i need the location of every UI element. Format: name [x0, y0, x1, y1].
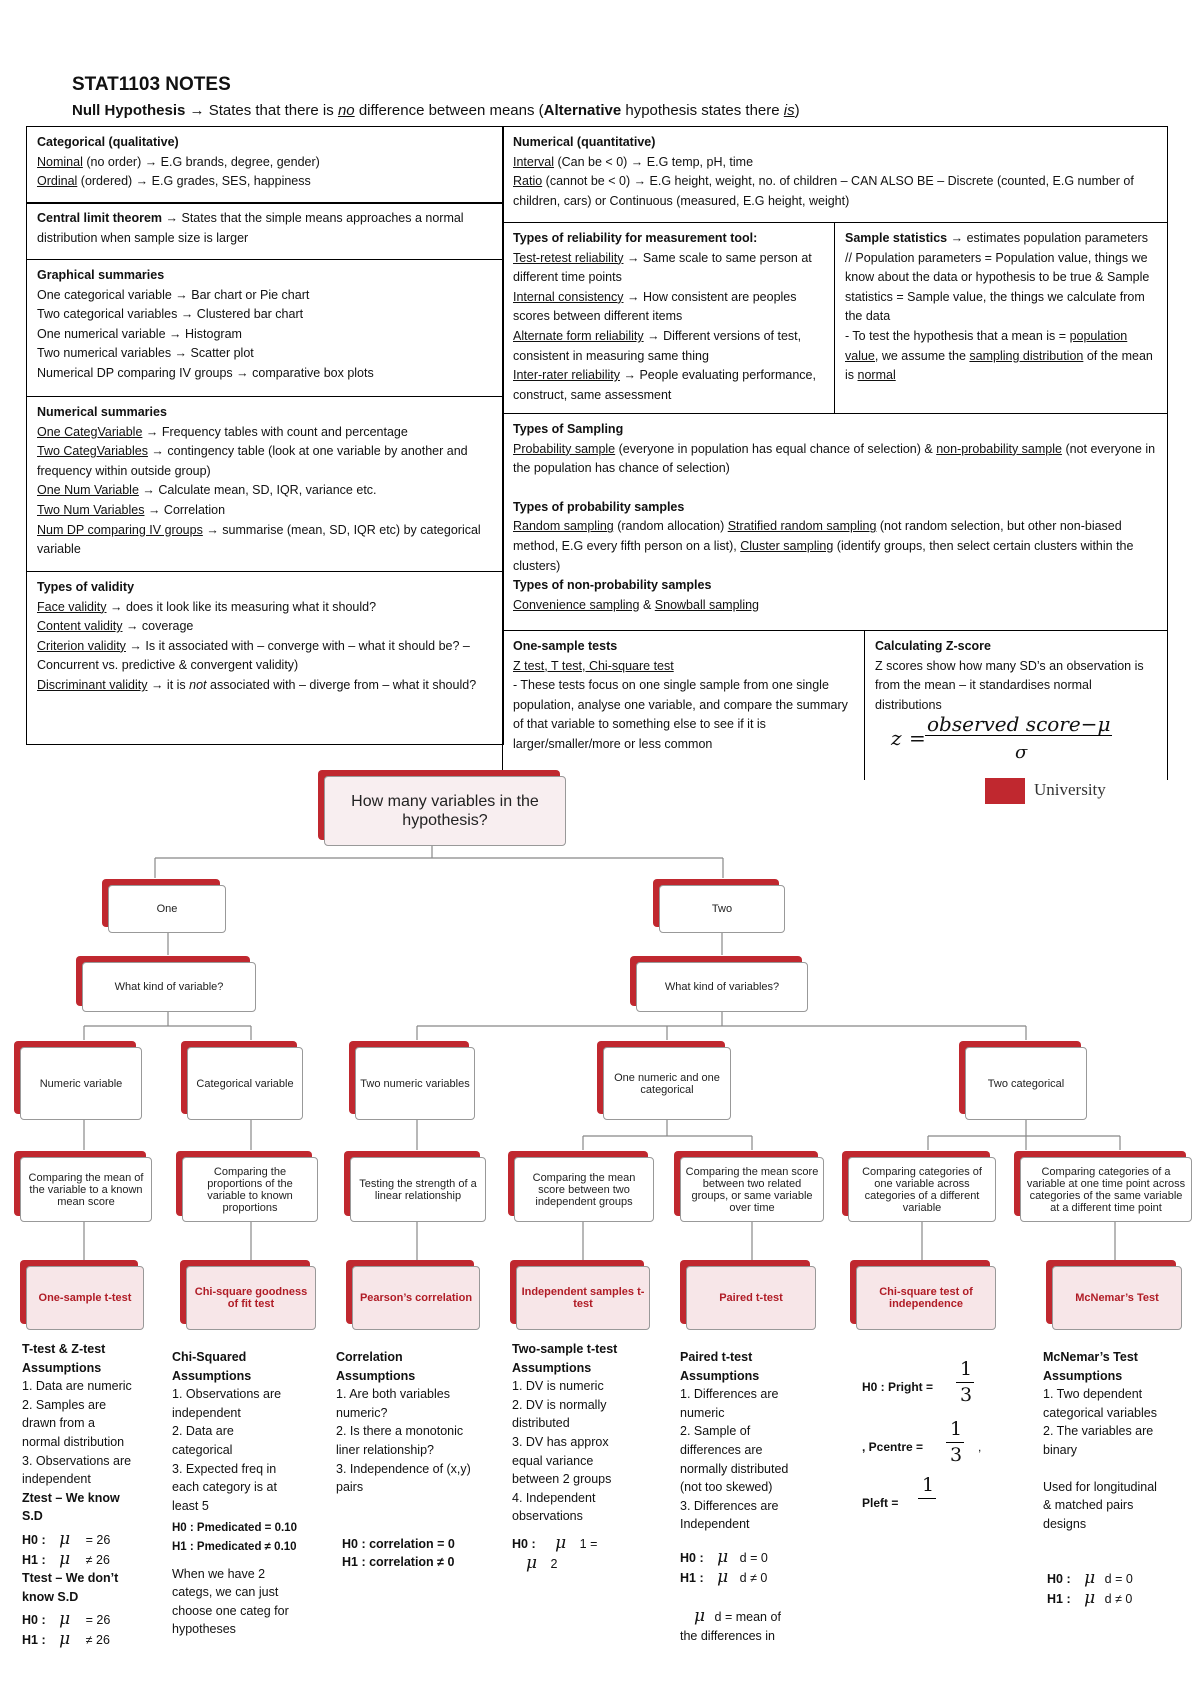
- numsum-term: One CategVariable: [37, 424, 143, 439]
- numsum-title: Numerical summaries: [37, 405, 167, 419]
- col-line: categorical: [172, 1442, 233, 1457]
- h1-value: ≠ 26: [85, 1552, 110, 1567]
- col-line: numeric: [680, 1405, 725, 1420]
- flow-desc-correlation: Testing the strength of a linear relationship: [350, 1157, 486, 1222]
- prob-samples-title: Types of probability samples: [513, 499, 685, 514]
- col-line: each category is at: [172, 1480, 277, 1495]
- interval-desc: (Can be < 0) → E.G temp, pH, time: [557, 154, 754, 169]
- col-line: 2. The variables are: [1043, 1424, 1154, 1439]
- col-line: independent: [22, 1472, 91, 1487]
- reliability-desc: → How consistent are peoples scores between different items: [513, 289, 797, 324]
- mu-symbol: μ: [59, 1609, 71, 1630]
- h0-label: H0 :: [1047, 1572, 1071, 1587]
- flow-desc-one-sample: Comparing the mean of the variable to a known mean score: [20, 1157, 152, 1222]
- col-line: Chi-Squared: [172, 1350, 247, 1364]
- col-line: 1. Data are numeric: [22, 1379, 132, 1394]
- mu-symbol: μ: [526, 1552, 538, 1573]
- col-line: categorical variables: [1043, 1405, 1157, 1420]
- mu-symbol: μ: [555, 1532, 567, 1553]
- col-line: designs: [1043, 1516, 1087, 1531]
- flow-test-mcnemar: McNemar’s Test: [1052, 1266, 1182, 1330]
- col-line: independent: [172, 1405, 241, 1420]
- validity-term: Content validity: [37, 619, 123, 634]
- mu-symbol: μ: [1084, 1587, 1096, 1608]
- sampling-term: Stratified random sampling: [727, 519, 877, 534]
- flow-test-paired: Paired t-test: [686, 1266, 816, 1330]
- nominal-desc: (no order) → E.G brands, degree, gender): [86, 154, 320, 169]
- sampling-term: Cluster sampling: [740, 538, 834, 553]
- col-line: Assumptions: [680, 1368, 760, 1383]
- mu-symbol: μ: [694, 1606, 706, 1627]
- nominal-term: Nominal: [37, 154, 83, 169]
- col-line: drawn from a: [22, 1416, 95, 1431]
- flow-numeric-categorical: One numeric and one categorical: [603, 1047, 731, 1120]
- validity-desc: → Is it associated with – converge with – what it should be? – Concurrent vs. predictive & convergent validity): [37, 638, 470, 673]
- clt-title: Central limit theorem: [37, 211, 163, 225]
- numsum-desc: → Correlation: [147, 502, 226, 517]
- one-sample-tests: Z test, T test, Chi-square test: [513, 658, 674, 673]
- sample-stats-u: normal: [857, 368, 896, 383]
- flow-question: How many variables in the hypothesis?: [324, 776, 566, 846]
- h1-label: H1 :: [1047, 1591, 1071, 1606]
- col-line: Assumptions: [336, 1368, 416, 1383]
- col-line: Used for longitudinal: [1043, 1479, 1157, 1494]
- numsum-term: Two Num Variables: [37, 502, 145, 517]
- col-line: 3. Observations are: [22, 1453, 132, 1468]
- h1-line: H1 : Pmedicated ≠ 0.10: [172, 1540, 297, 1553]
- sample-stats-title: Sample statistics: [845, 231, 948, 245]
- col-line: Assumptions: [512, 1360, 592, 1375]
- numsum-term: Num DP comparing IV groups: [37, 522, 203, 537]
- col-line: T-test & Z-test: [22, 1342, 106, 1356]
- numsum-term: One Num Variable: [37, 483, 139, 498]
- categorical-title: Categorical (qualitative): [37, 135, 179, 149]
- h1-label: H1 :: [22, 1632, 46, 1647]
- col-line: Independent: [680, 1517, 750, 1532]
- flow-numeric-variable: Numeric variable: [20, 1047, 142, 1120]
- sampling-term: Random sampling: [513, 519, 614, 534]
- sampling-desc: (identify groups, then select certain clusters within the clusters): [513, 538, 1134, 573]
- ratio-desc: (cannot be < 0) → E.G height, weight, no. of children – CAN ALSO BE – Discrete (counted, E.G number of children, cars) or Continuous (measured, E.G height, weight): [513, 174, 1134, 208]
- col-line: 2. Samples are: [22, 1397, 107, 1412]
- col-line: 2. Is there a monotonic: [336, 1424, 464, 1439]
- flow-test-one-sample: One-sample t-test: [26, 1266, 144, 1330]
- reliability-term: Internal consistency: [513, 289, 624, 304]
- flow-desc-paired: Comparing the mean score between two related groups, or same variable over time: [680, 1157, 824, 1222]
- col-line: equal variance: [512, 1453, 594, 1468]
- col-line: (not too skewed): [680, 1480, 773, 1495]
- col-line: Two-sample t-test: [512, 1342, 618, 1356]
- fraction-numerator: 1: [950, 1418, 963, 1440]
- sampling-term: non-probability sample: [936, 441, 1062, 456]
- p-right-label: H0 : Pright =: [862, 1380, 934, 1394]
- mu-symbol: μ: [59, 1628, 71, 1649]
- sampling-term: Convenience sampling: [513, 597, 640, 612]
- col-line: When we have 2: [172, 1566, 266, 1581]
- flow-categorical-variable: Categorical variable: [187, 1047, 303, 1120]
- validity-desc: → coverage: [125, 619, 194, 634]
- reliability-term: Test-retest reliability: [513, 250, 624, 265]
- fraction-denominator: 3: [960, 1384, 973, 1406]
- sample-stats-text: we assume the: [881, 348, 966, 363]
- p-centre-label: , Pcentre =: [862, 1440, 924, 1454]
- col-line: hypotheses: [172, 1622, 236, 1637]
- h0-value: = 26: [85, 1532, 111, 1547]
- mu-symbol: μ: [59, 1528, 71, 1549]
- col-line: Assumptions: [22, 1360, 102, 1375]
- col-line: Ztest – We know: [22, 1490, 120, 1505]
- h1-line: H1 : correlation ≠ 0: [342, 1555, 455, 1570]
- ordinal-term: Ordinal: [37, 174, 78, 189]
- col-line: numeric?: [336, 1405, 388, 1420]
- h1-value: d ≠ 0: [739, 1570, 768, 1585]
- ordinal-desc: (ordered) → E.G grades, SES, happiness: [80, 174, 311, 189]
- numsum-desc: → summarise (mean, SD, IQR etc) by categorical variable: [37, 522, 481, 557]
- col-line: 1. Are both variables: [336, 1387, 450, 1402]
- sampling-title: Types of Sampling: [513, 422, 624, 436]
- col-line: 2. Sample of: [680, 1424, 751, 1439]
- h0-value: d = 0: [1104, 1572, 1133, 1587]
- flow-desc-chi-independence: Comparing categories of one variable across categories of a different variable: [848, 1157, 996, 1222]
- col-line: 1. Observations are: [172, 1387, 282, 1402]
- col-line: 2. DV is normally: [512, 1397, 607, 1412]
- sampling-desc: (not everyone in the population has chance of selection): [513, 441, 1156, 476]
- flow-test-goodness: Chi-square goodness of fit test: [186, 1266, 316, 1330]
- sampling-desc: (not random selection, but other non-biased method, E.G every fifth person on a list),: [513, 519, 1122, 553]
- sampling-term: Snowball sampling: [654, 597, 760, 612]
- h0-label: H0 :: [22, 1532, 46, 1547]
- sample-stats-text: of the mean is: [845, 348, 1153, 383]
- flow-desc-independent: Comparing the mean score between two independent groups: [514, 1157, 654, 1222]
- null-hyp-text2: difference between means (: [358, 102, 544, 119]
- sample-stats-text: → estimates population parameters // Population parameters = Population value, things we know about the data or hypothesis to be true & Sample statistics = Sample value, the things we calculate from the data: [845, 231, 1150, 324]
- numsum-desc: → contingency table (look at one variable by another and frequency within outside group): [37, 444, 468, 478]
- reliability-term: Inter-rater reliability: [513, 368, 620, 383]
- h0-label: H0 :: [680, 1550, 704, 1565]
- h1-value: d ≠ 0: [1104, 1591, 1133, 1606]
- col-line: differences are: [680, 1442, 763, 1457]
- graphical-title: Graphical summaries: [37, 268, 165, 282]
- z-numerator: observed score−μ: [927, 712, 1111, 737]
- graphical-line: Two categorical variables → Clustered bar chart: [37, 307, 304, 322]
- null-hyp-text: → States that there is: [189, 102, 334, 119]
- col-line: 1. Two dependent: [1043, 1387, 1143, 1402]
- col-line: normal distribution: [22, 1434, 125, 1449]
- reliability-desc: → Same scale to same person at different time points: [513, 250, 812, 285]
- col-line: 1. DV is numeric: [512, 1379, 604, 1394]
- flow-desc-goodness: Comparing the proportions of the variable to known proportions: [182, 1157, 318, 1222]
- null-hyp-text3: hypothesis states there: [625, 102, 780, 119]
- ratio-term: Ratio: [513, 174, 543, 189]
- validity-desc: associated with – diverge from – what it should?: [210, 677, 477, 692]
- clt-text: → States that the simple means approaches a normal distribution when sample size is larger: [37, 211, 464, 245]
- sampling-desc: &: [642, 597, 652, 612]
- reliability-desc: → Different versions of test, consistent in measuring same thing: [513, 328, 802, 363]
- numerical-title: Numerical (quantitative): [513, 135, 656, 149]
- col-line: between 2 groups: [512, 1472, 612, 1487]
- z-symbol: z: [891, 726, 902, 751]
- paired-note: d = mean of: [714, 1610, 781, 1625]
- sample-stats-u: population value,: [845, 328, 1128, 363]
- one-sample-title: One-sample tests: [513, 639, 618, 653]
- flow-kind-one: What kind of variable?: [82, 962, 256, 1012]
- flow-desc-mcnemar: Comparing categories of a variable at one time point across categories of the same variable at a different time point: [1020, 1157, 1192, 1222]
- subscript-1: 1 =: [579, 1536, 598, 1551]
- col-line: 2. Data are: [172, 1424, 234, 1439]
- col-line: normally distributed: [680, 1461, 789, 1476]
- graphical-line: Numerical DP comparing IV groups → comparative box plots: [37, 365, 374, 380]
- col-line: observations: [512, 1509, 583, 1524]
- flow-test-chi-independence: Chi-square test of independence: [856, 1266, 996, 1330]
- fraction-numerator: 1: [960, 1358, 973, 1380]
- university-name: University: [1034, 780, 1106, 799]
- graphical-line: Two numerical variables → Scatter plot: [37, 346, 254, 361]
- null-hyp-label: Null Hypothesis: [72, 102, 186, 119]
- sampling-desc: (everyone in population has equal chance of selection) &: [618, 441, 933, 456]
- close-paren: ): [794, 102, 800, 119]
- flow-kind-two: What kind of variables?: [636, 962, 808, 1012]
- col-line: Correlation: [336, 1350, 403, 1364]
- flow-test-independent: Independent samples t-test: [516, 1266, 650, 1330]
- col-line: 3. Differences are: [680, 1498, 779, 1513]
- page-title: STAT1103 NOTES: [72, 74, 231, 95]
- p-left-label: Pleft =: [862, 1496, 899, 1510]
- numsum-desc: → Frequency tables with count and percentage: [145, 424, 408, 439]
- col-line: Ttest – We don’t: [22, 1571, 119, 1586]
- validity-term: Discriminant validity: [37, 677, 148, 692]
- flow-two-numeric: Two numeric variables: [355, 1047, 475, 1120]
- subscript-2: 2: [550, 1556, 558, 1571]
- numsum-desc: → Calculate mean, SD, IQR, variance etc.: [142, 483, 377, 498]
- col-line: distributed: [512, 1416, 570, 1431]
- graphical-line: One numerical variable → Histogram: [37, 326, 242, 341]
- col-line: liner relationship?: [336, 1442, 434, 1457]
- validity-desc: → it is: [150, 677, 186, 692]
- h0-label: H0 :: [512, 1536, 536, 1551]
- validity-term: Criterion validity: [37, 638, 126, 653]
- reliability-term: Alternate form reliability: [513, 328, 644, 343]
- no-word: no: [337, 102, 355, 119]
- interval-term: Interval: [513, 154, 554, 169]
- fraction-denominator: 3: [950, 1444, 963, 1466]
- reliability-desc: → People evaluating performance, construct, same assessment: [513, 368, 816, 402]
- col-line: pairs: [336, 1480, 364, 1495]
- validity-desc: → does it look like its measuring what it should?: [109, 599, 377, 614]
- validity-title: Types of validity: [37, 580, 135, 594]
- h0-line: H0 : Pmedicated = 0.10: [172, 1522, 297, 1535]
- h1-value: ≠ 26: [85, 1632, 110, 1647]
- h0-line: H0 : correlation = 0: [342, 1536, 455, 1551]
- paired-note: the differences in: [680, 1628, 775, 1643]
- equals-sign: =: [909, 726, 926, 751]
- sample-stats-text: - To test the hypothesis that a mean is =: [845, 328, 1067, 343]
- sampling-desc: (random allocation): [617, 519, 725, 534]
- mu-symbol: μ: [717, 1546, 729, 1567]
- fraction-numerator: 1: [922, 1474, 935, 1496]
- col-line: know S.D: [22, 1589, 79, 1604]
- numsum-term: Two CategVariables: [37, 444, 148, 459]
- mu-symbol: μ: [1084, 1568, 1096, 1589]
- flow-one: One: [108, 885, 226, 933]
- h1-label: H1 :: [22, 1552, 46, 1567]
- flow-two: Two: [659, 885, 785, 933]
- h0-value: d = 0: [739, 1550, 768, 1565]
- col-line: 3. Expected freq in: [172, 1461, 277, 1476]
- col-line: S.D: [22, 1509, 43, 1524]
- graphical-line: One categorical variable → Bar chart or Pie chart: [37, 287, 310, 302]
- col-line: & matched pairs: [1043, 1498, 1134, 1513]
- col-line: McNemar’s Test: [1043, 1350, 1138, 1364]
- col-line: 3. DV has approx: [512, 1434, 609, 1449]
- zscore-title: Calculating Z-score: [875, 639, 991, 653]
- col-line: categs, we can just: [172, 1585, 279, 1600]
- col-line: binary: [1043, 1442, 1078, 1457]
- validity-term: Face validity: [37, 599, 107, 614]
- mu-symbol: μ: [59, 1548, 71, 1569]
- col-line: 4. Independent: [512, 1490, 596, 1505]
- flow-two-categorical: Two categorical: [965, 1047, 1087, 1120]
- h0-value: = 26: [85, 1613, 111, 1628]
- sample-stats-u: sampling distribution: [969, 348, 1084, 363]
- col-line: Assumptions: [1043, 1368, 1123, 1383]
- h1-label: H1 :: [680, 1570, 704, 1585]
- mu-symbol: μ: [717, 1566, 729, 1587]
- zscore-text: Z scores show how many SD’s an observation is from the mean – it standardises normal distributions: [875, 658, 1144, 712]
- z-denominator: σ: [1015, 742, 1028, 764]
- col-line: 1. Differences are: [680, 1387, 779, 1402]
- comma: ,: [978, 1440, 982, 1454]
- col-line: least 5: [172, 1498, 209, 1513]
- alt-word: Alternative: [543, 102, 622, 119]
- reliability-title: Types of reliability for measurement tool:: [513, 231, 758, 245]
- col-line: Paired t-test: [680, 1350, 753, 1364]
- sampling-term: Probability sample: [513, 441, 616, 456]
- not-word: not: [189, 677, 207, 692]
- col-line: 3. Independence of (x,y): [336, 1461, 471, 1476]
- col-line: choose one categ for: [172, 1603, 289, 1618]
- nonprob-samples-title: Types of non-probability samples: [513, 578, 712, 593]
- col-line: Assumptions: [172, 1368, 252, 1383]
- one-sample-text: - These tests focus on one single sample from one single population, analyse one variable, and compare the summary of that variable to something else to see if it is larger/smaller/more or less common: [513, 678, 848, 751]
- is-word: is: [783, 102, 795, 119]
- h0-label: H0 :: [22, 1613, 46, 1628]
- flow-test-pearson: Pearson’s correlation: [352, 1266, 480, 1330]
